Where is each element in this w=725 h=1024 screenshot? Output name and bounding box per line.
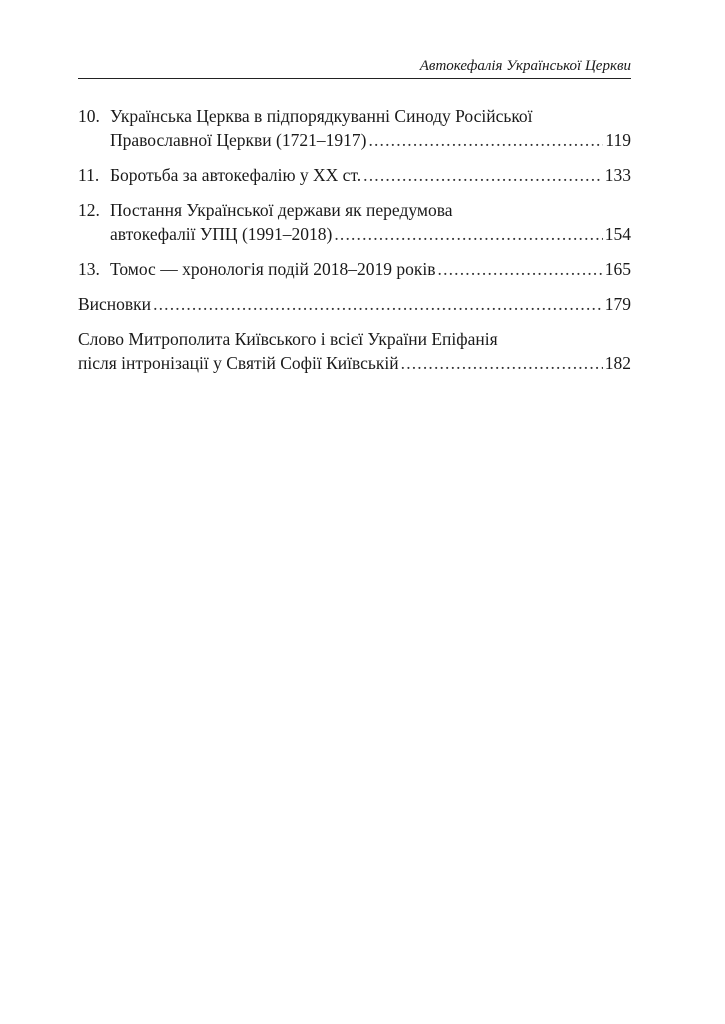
toc-line bbox=[78, 163, 631, 187]
toc-title: Боротьба за автокефалію у ХХ ст. bbox=[110, 165, 362, 185]
toc-page-number: 119 bbox=[605, 130, 631, 150]
toc-line bbox=[78, 292, 631, 316]
toc-title-cont: автокефалії УПЦ (1991–2018) bbox=[110, 224, 333, 244]
toc-title-cont: після інтронізації у Святій Софії Київській bbox=[78, 353, 399, 373]
dot-leader bbox=[153, 292, 603, 316]
toc-title: Постання Української держави як передумова bbox=[110, 200, 453, 220]
toc-page-number: 182 bbox=[604, 353, 631, 373]
dot-leader bbox=[401, 351, 603, 375]
toc-title: Українська Церква в підпорядкуванні Синоду Російської bbox=[110, 106, 533, 126]
dot-leader bbox=[363, 163, 603, 187]
toc-number: 12. bbox=[78, 200, 100, 220]
toc-number: 11. bbox=[78, 165, 100, 185]
toc-title: Слово Митрополита Київського і всієї України Епіфанія bbox=[78, 329, 498, 349]
toc-page-number: 179 bbox=[604, 294, 631, 314]
toc-title-cont: Православної Церкви (1721–1917) bbox=[110, 130, 367, 150]
header-rule bbox=[78, 78, 631, 79]
toc-entry-conclusions[interactable] bbox=[78, 292, 631, 316]
toc-entry-metropolitan-address[interactable] bbox=[78, 327, 631, 375]
toc-entry-10[interactable] bbox=[78, 104, 631, 152]
toc-entry-12[interactable] bbox=[78, 198, 631, 246]
toc-line bbox=[78, 257, 631, 281]
toc-line bbox=[78, 327, 631, 351]
table-of-contents bbox=[78, 104, 631, 386]
toc-page-number: 154 bbox=[604, 224, 631, 244]
toc-entry-13[interactable] bbox=[78, 257, 631, 281]
dot-leader bbox=[368, 128, 603, 152]
running-head: Автокефалія Української Церкви bbox=[419, 58, 631, 74]
toc-page-number: 133 bbox=[604, 165, 631, 185]
dot-leader bbox=[334, 222, 602, 246]
toc-number: 13. bbox=[78, 259, 100, 279]
toc-line bbox=[78, 351, 631, 375]
toc-title: Висновки bbox=[78, 294, 152, 314]
toc-number: 10. bbox=[78, 106, 100, 126]
toc-line bbox=[78, 222, 631, 246]
dot-leader bbox=[438, 257, 603, 281]
toc-page-number: 165 bbox=[604, 259, 631, 279]
toc-entry-11[interactable] bbox=[78, 163, 631, 187]
toc-line bbox=[78, 198, 631, 222]
toc-line bbox=[78, 104, 631, 128]
toc-line bbox=[78, 128, 631, 152]
toc-title: Томос — хронологія подій 2018–2019 років bbox=[110, 259, 436, 279]
